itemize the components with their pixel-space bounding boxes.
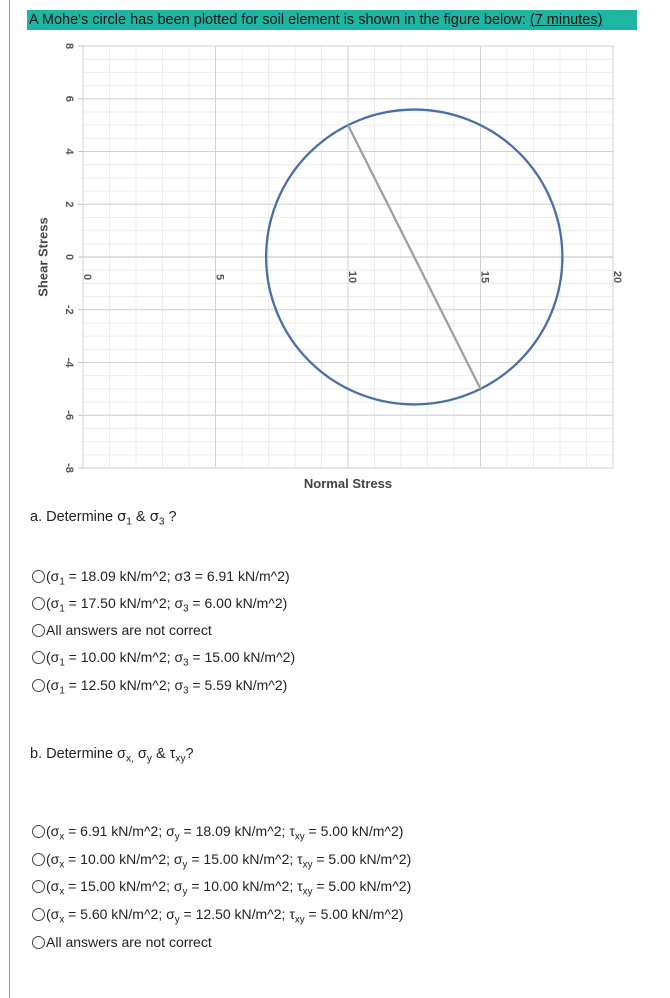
y-tick-label: -4: [63, 357, 76, 368]
radio-button[interactable]: [32, 880, 45, 893]
y-tick-label: 0: [63, 253, 76, 261]
radio-button[interactable]: [32, 570, 45, 583]
radio-button[interactable]: [32, 597, 45, 610]
question-a-option-5[interactable]: ($\sigma_1 = 12.50$ kN/m^2; $\sigma_3 = 5.59$ kN/m^2): [32, 674, 287, 696]
radio-button[interactable]: [32, 908, 45, 921]
y-tick-label: -2: [63, 304, 76, 315]
question-b-option-1[interactable]: ($\sigma_x = 6.91$ kN/m^2; $\sigma_y = 18.09$ kN/m^2; $\tau_{xy} = 5.00$ kN/m^2): [32, 820, 403, 842]
question-a-option-1[interactable]: ($\sigma_1 = 18.09$ kN/m^2; σ3 = 6.91 kN/m^2): [32, 565, 290, 587]
question-b-option-2[interactable]: ($\sigma_x = 10.00$ kN/m^2; $\sigma_y = 15.00$ kN/m^2; $\tau_{xy} = 5.00$ kN/m^2): [32, 848, 411, 870]
question-b-title: b. Determine $\sigma_{x,}$ $\sigma_y$ & $\tau_{xy}$?: [30, 746, 194, 765]
radio-button[interactable]: [32, 624, 45, 637]
question-a-title: a. Determine $\sigma_1$ & $\sigma_3$ ?: [30, 509, 177, 528]
question-a-option-4[interactable]: ($\sigma_1 = 10.00$ kN/m^2; $\sigma_3 = 15.00$ kN/m^2): [32, 646, 295, 668]
radio-button[interactable]: [32, 853, 45, 866]
question-b-option-5[interactable]: All answers are not correct: [32, 931, 212, 953]
radio-button[interactable]: [32, 679, 45, 692]
y-tick-label: -8: [63, 463, 76, 473]
y-tick-label: 4: [63, 148, 76, 155]
x-tick-label: 10: [346, 270, 359, 284]
radio-button[interactable]: [32, 936, 45, 949]
x-tick-label: 20: [611, 270, 624, 284]
question-a-option-3[interactable]: All answers are not correct: [32, 619, 212, 641]
y-tick-label: 8: [63, 42, 76, 50]
header-title: A Mohe's circle has been plotted for soil element is shown in the figure below:: [29, 12, 530, 28]
time-limit-link[interactable]: (7 minutes): [529, 12, 603, 28]
y-axis-title: Shear Stress: [35, 217, 51, 297]
y-tick-label: 2: [63, 201, 76, 208]
radio-button[interactable]: [32, 825, 45, 838]
x-tick-label: 0: [81, 273, 94, 281]
y-tick-label: -6: [63, 410, 76, 421]
x-tick-label: 5: [213, 273, 226, 281]
radio-button[interactable]: [32, 651, 45, 664]
x-tick-label: 15: [478, 270, 491, 284]
question-b-option-3[interactable]: ($\sigma_x = 15.00$ kN/m^2; $\sigma_y = 10.00$ kN/m^2; $\tau_{xy} = 5.00$ kN/m^2): [32, 875, 411, 897]
question-b-option-4[interactable]: ($\sigma_x = 5.60$ kN/m^2; $\sigma_y = 12.50$ kN/m^2; $\tau_{xy} = 5.00$ kN/m^2): [32, 903, 403, 925]
question-a-option-2[interactable]: ($\sigma_1 = 17.50$ kN/m^2; $\sigma_3 = 6.00$ kN/m^2): [32, 592, 287, 614]
x-axis-title: Normal Stress: [303, 476, 393, 491]
y-tick-label: 6: [63, 95, 76, 102]
